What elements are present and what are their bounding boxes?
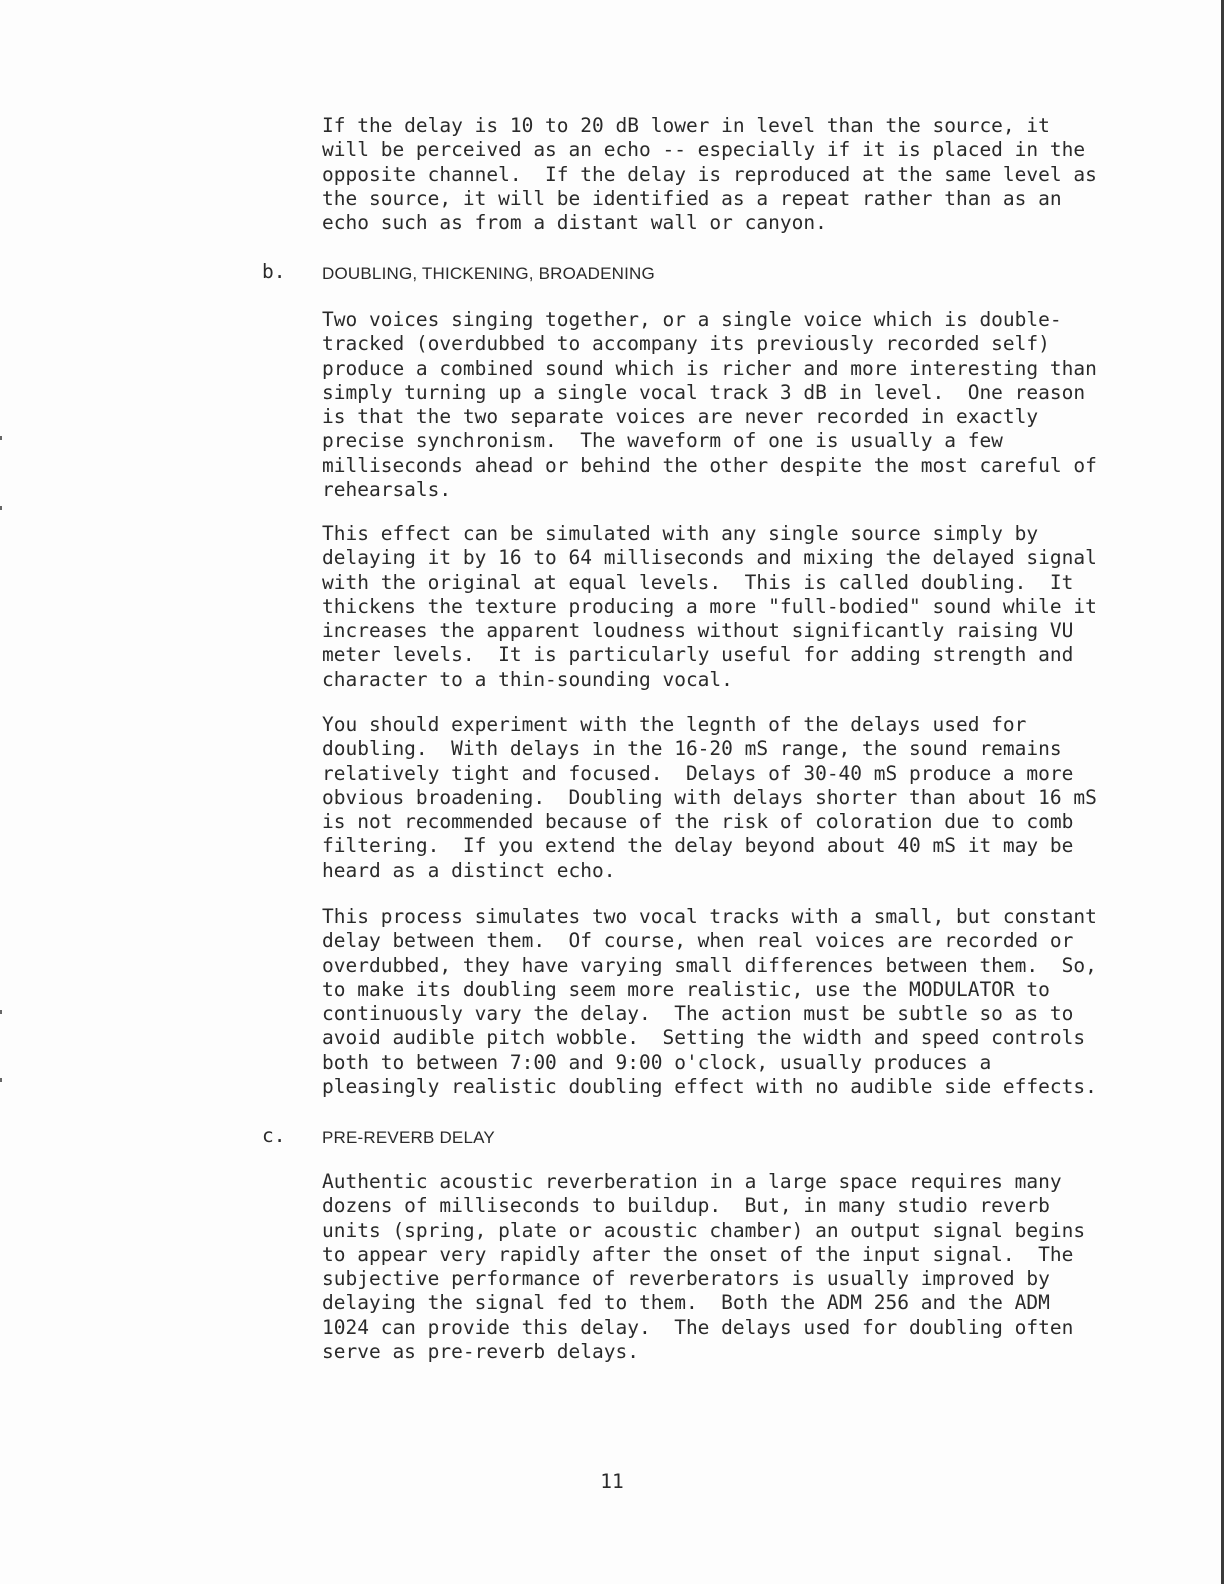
paragraph-modulator: This process simulates two vocal tracks with a small, but constant delay between them. Of course, when real voices are recorded or overdubbed, they have varying small differences between them. So, to make its doubling seem more realistic, use the MODULATOR to continuously vary the delay. The action must be subtle so as to avoid audible pitch wobble. Setting the width and speed controls both to between 7:00 and 9:00 o'clock, usually produces a pleasingly realistic doubling effect with no audible side effects. [322, 905, 1097, 1099]
scan-mark [0, 1078, 2, 1082]
section-label-b: b. [262, 260, 286, 283]
section-heading-pre-reverb: PRE-REVERB DELAY [322, 1128, 495, 1147]
section-heading-doubling: DOUBLING, THICKENING, BROADENING [322, 264, 655, 283]
paragraph-simulated-doubling: This effect can be simulated with any single source simply by delaying it by 16 to 64 milliseconds and mixing the delayed signal with the original at equal levels. This is called doubling. It thickens the texture producing a more "full-bodied" sound while it increases the apparent loudness without significantly raising VU meter levels. It is particularly useful for adding strength and character to a thin-sounding vocal. [322, 522, 1097, 691]
page-number: 11 [600, 1470, 624, 1493]
paragraph-two-voices: Two voices singing together, or a single voice which is double- tracked (overdubbed to accompany its previously recorded self) produce a combined sound which is richer and more interesting than simply turning up a single vocal track 3 dB in level. One reason is that the two separate voices are never recorded in exactly precise synchronism. The waveform of one is usually a few milliseconds ahead or behind the other despite the most careful of rehearsals. [322, 308, 1097, 502]
section-label-c: c. [262, 1124, 286, 1147]
paragraph-echo-levels: If the delay is 10 to 20 dB lower in level than the source, it will be perceived as an echo -- especially if it is placed in the opposite channel. If the delay is reproduced at the same level as the source, it will be identified as a repeat rather than as an echo such as from a distant wall or canyon. [322, 114, 1097, 235]
scan-mark [0, 436, 2, 440]
paragraph-delay-length: You should experiment with the legnth of the delays used for doubling. With delays in the 16-20 mS range, the sound remains relatively tight and focused. Delays of 30-40 mS produce a more obvious broadening. Doubling with delays shorter than about 16 mS is not recommended because of the risk of coloration due to comb filtering. If you extend the delay beyond about 40 mS it may be heard as a distinct echo. [322, 713, 1097, 882]
scan-mark [0, 1010, 2, 1014]
paragraph-pre-reverb: Authentic acoustic reverberation in a large space requires many dozens of milliseconds to buildup. But, in many studio reverb units (spring, plate or acoustic chamber) an output signal begins to appear very rapidly after the onset of the input signal. The subjective performance of reverberators is usually improved by delaying the signal fed to them. Both the ADM 256 and the ADM 1024 can provide this delay. The delays used for doubling often serve as pre-reverb delays. [322, 1170, 1086, 1364]
scan-mark [0, 506, 2, 510]
